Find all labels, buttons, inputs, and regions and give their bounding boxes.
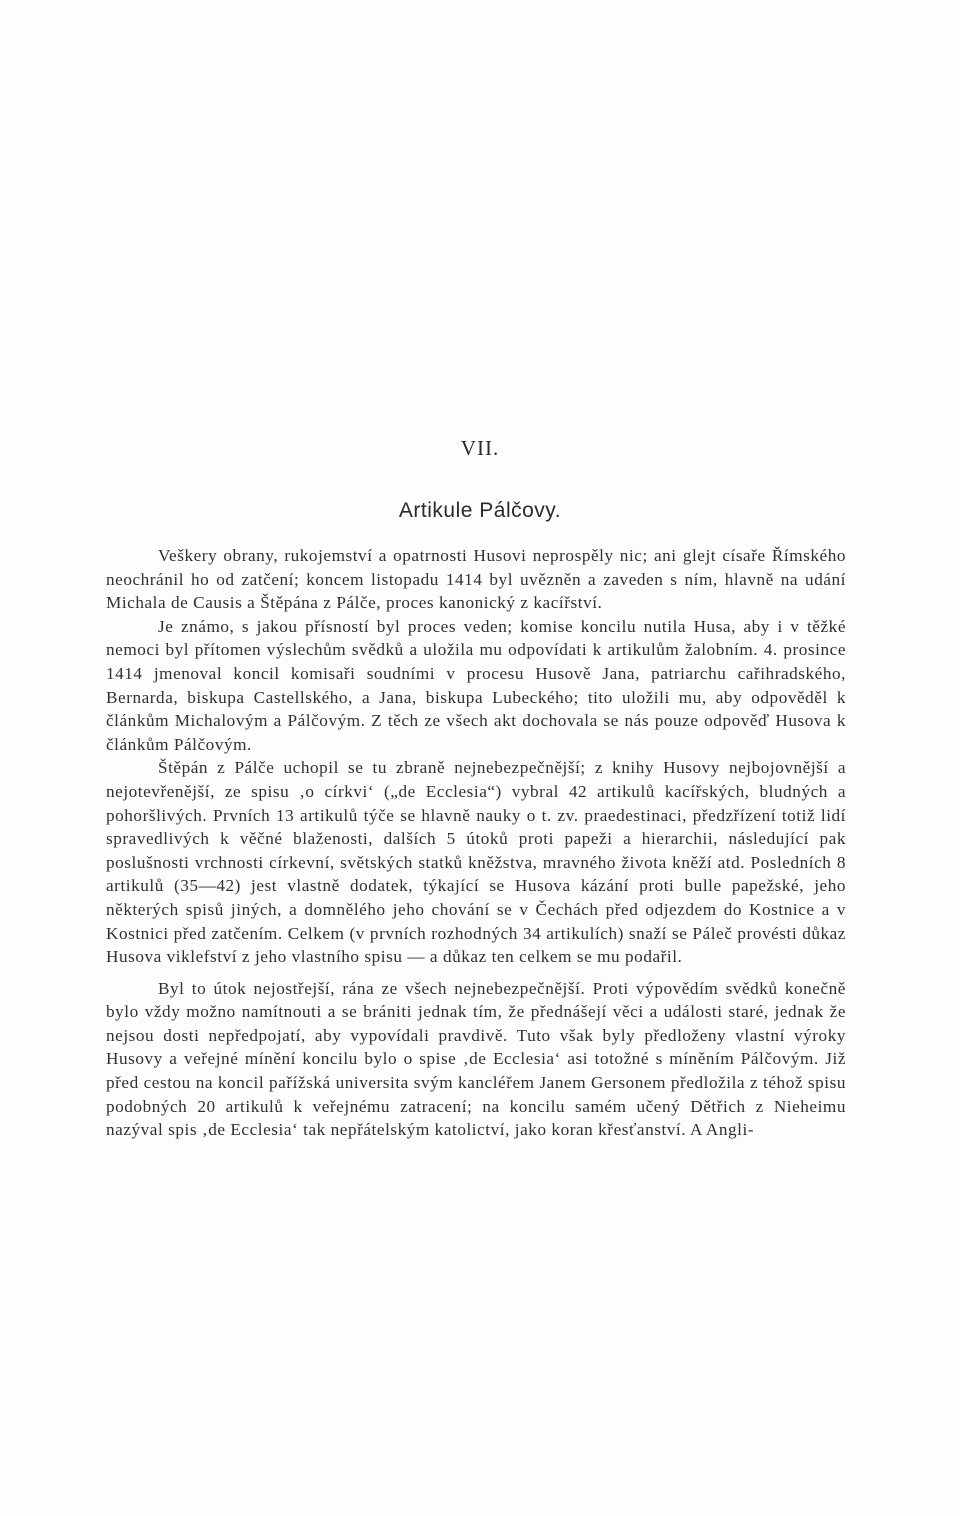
paragraph-4: Byl to útok nejostřejší, rána ze všech nejnebezpečnější. Proti výpovědím svědků konečně bylo vždy možno namítnouti a se brániti jednak tím, že přednášejí věci a události staré, jednak že nejsou dosti nepředpojatí, aby vypovídali pravdivě. Tuto však byly předloženy vlastní výroky Husovy a veřejné mínění koncilu bylo o spise ‚de Ecclesia‘ asi totožné s míněním Pálčovým. Již před cestou na koncil pařížská universita svým kancléřem Janem Gersonem předložila z téhož spisu podobných 20 artikulů k veřejnému zatracení; na koncilu samém učený Dětřich z Nieheimu nazýval spis ‚de Ecclesia‘ tak nepřátelským katolictví, jako koran křesťanství. A Angli-: [106, 978, 846, 1140]
paragraph-1: Veškery obrany, rukojemství a opatrnosti Husovi neprospěly nic; ani glejt císaře Římského neochránil ho od zatčení; koncem listopadu 1414 byl uvězněn a zaveden s ním, hlavně na udání Michala de Causis a Štěpána z Pálče, proces kanonický z kacířství.: [106, 546, 846, 613]
chapter-title: Artikule Pálčovy.: [398, 499, 562, 522]
body-text: [106, 544, 846, 1142]
paragraph-2: Je známo, s jakou přísností byl proces veden; komise koncilu nutila Husa, aby i v těžké nemoci byl přítomen výslechům svědků a uložila mu odpovídati k artikulům žalobním. 4. prosince 1414 jmenoval koncil komisaři soudními v procesu Husově Jana, patriarchu cařihradského, Bernarda, biskupa Castellského, a Jana, biskupa Lubeckého; tito uložili mu, aby odpověděl k článkům Michalovým a Pálčovým. Z těch ze všech akt dochovala se nás pouze odpověď Husova k článkům Pálčovým.: [106, 616, 846, 754]
paragraph-3: Štěpán z Pálče uchopil se tu zbraně nejnebezpečnější; z knihy Husovy nejbojovnější a nejotevřenější, ze spisu ‚o církvi‘ („de Ecclesia“) vybral 42 artikulů kacířských, bludných a pohoršlivých. Prvních 13 artikulů týče se hlavně nauky o t. zv. praedestinaci, předzřízení totiž lidí spravedlivých k věčné blaženosti, dalších 5 útoků proti papeži a hierarchii, následující pak poslušnosti vrchnosti církevní, světských statků kněžstva, mravného života kněží atd. Posledních 8 artikulů (35—42) jest vlastně dodatek, týkající se Husova kázání proti bulle papežské, jeho některých spisů jiných, a domnělého jeho chování se v Čechách před odjezdem do Kostnice a v Kostnici před zatčením. Celkem (v prvních rozhodných 34 artikulích) snaží se Páleč provésti důkaz Husova viklefství z jeho vlastního spisu — a důkaz ten celkem se mu podařil.: [106, 758, 846, 967]
chapter-number: VII.: [460, 436, 500, 460]
